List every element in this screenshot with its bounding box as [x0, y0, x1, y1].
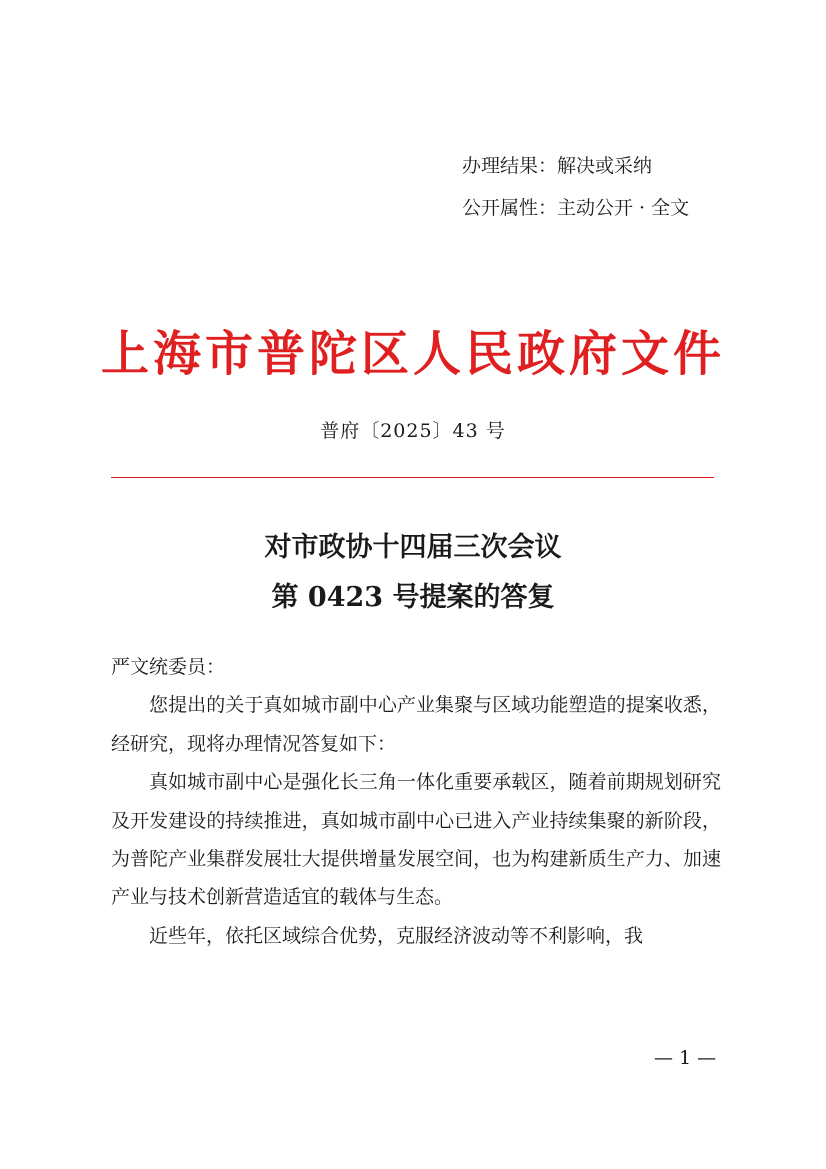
body-paragraph: 您提出的关于真如城市副中心产业集聚与区域功能塑造的提案收悉，经研究，现将办理情况答复如下：	[111, 694, 721, 755]
issuer-heading: 上海市普陀区人民政府文件	[100, 326, 725, 382]
document-title-line-1: 对市政协十四届三次会议	[264, 532, 562, 563]
document-number: 普府〔2025〕43 号	[320, 420, 506, 442]
body-paragraph: 真如城市副中心是强化长三角一体化重要承载区，随着前期规划研究及开发建设的持续推进，真如城市副中心已进入产业持续集聚的新阶段，为普陀产业集群发展壮大提供增量发展空间，也为构建新质生产力、加速产业与技术创新营造适宜的载体与生态。	[111, 771, 721, 909]
salutation: 严文统委员：	[111, 656, 226, 678]
disclosure-attribute: 公开属性：主动公开 · 全文	[462, 197, 690, 219]
handling-result: 办理结果：解决或采纳	[462, 155, 653, 177]
document-body	[111, 648, 721, 955]
page-number: — 1 —	[654, 1047, 717, 1069]
red-divider-line	[111, 477, 714, 478]
body-paragraph: 近些年，依托区域综合优势，克服经济波动等不利影响，我	[149, 924, 644, 947]
document-title-line-2: 第 0423 号提案的答复	[271, 582, 555, 613]
